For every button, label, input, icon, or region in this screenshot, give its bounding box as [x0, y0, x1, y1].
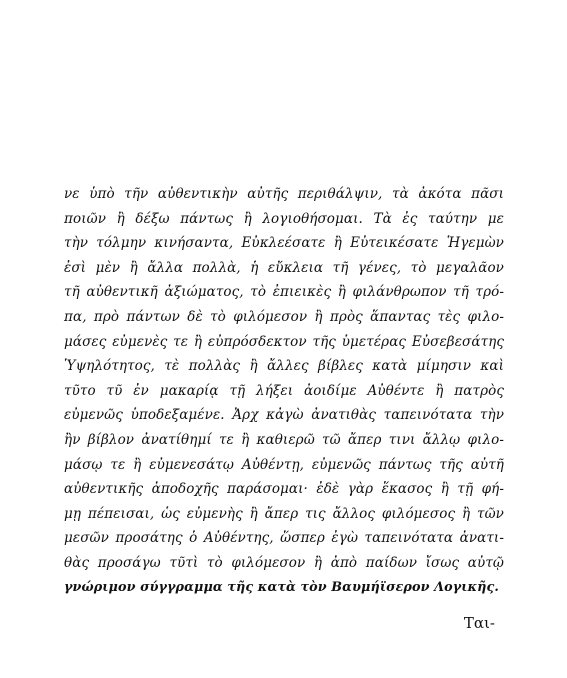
text-line-12: μάσῳ τε ἢ εὐμενεσάτῳ Αὐθέντῃ, εὐμενῶς πάντως τῆς αὐτῆ — [64, 456, 504, 473]
text-line-3: τὴν τόλμην κινήσαντα, Εὐκλεέσατε ἢ Εὐτεικέσατε Ἡγεμὼν — [64, 235, 504, 252]
text-line-2: ποιῶν ἢ δέξω πάντως ἢ λογιοθήσομαι. Τὰ ἐς ταύτην με — [64, 210, 504, 227]
catchword: Ται- — [463, 614, 495, 632]
text-line-13: αὐθεντικῆς ἀποδοχῆς παράσομαι· ἐδὲ γὰρ ἕκασος ἢ τῇ φή- — [64, 481, 504, 498]
text-line-16: θὰς προσάγω τῦτὶ τὸ φιλόμεσον ἢ ἀπὸ παίδων ἴσως αὐτῷ — [64, 554, 504, 571]
text-line-4: ἐσὶ μὲν ἢ ἄλλα πολλὰ, ἡ εὔκλεια τῆ γένες, τὸ μεγαλᾶον — [64, 259, 504, 276]
text-line-7: μάσες εὐμενὲς τε ἢ εὐπρόσδεκτον τῆς ὑμετέρας Εὐσεβεσάτης — [64, 333, 504, 350]
text-line-1: νε ὑπὸ τῆν αὐθεντικὴν αὐτῆς περιθάλψιν, τὰ ἀκότα πᾶσι — [64, 186, 504, 202]
text-line-6: πα, πρὸ πάντων δὲ τὸ φιλόμεσον ἢ πρὸς ἅπαντας τὲς φιλο- — [64, 308, 504, 325]
text-line-17: γνώριμον σύγγραμμα τῆς κατὰ τὸν Βαυμήϊσερον Λογικῆς. — [64, 579, 499, 595]
text-line-11: ἢν βίβλον ἀνατίθημί τε ἢ καθιερῶ τῶ ἄπερ τινι ἄλλῳ φιλο- — [64, 431, 504, 448]
dedication-text-block — [64, 182, 504, 600]
text-line-10: εὐμενῶς ὑποδεξαμένε. Ἀρχ κἀγὼ ἀνατιθὰς ταπεινότατα τὴν — [64, 407, 504, 424]
text-line-14: μῃ πέπεισαι, ὡς εὐμενὴς ἢ ἄπερ τις ἄλλος φιλόμεσος ἢ τῶν — [64, 505, 504, 522]
text-line-15: μεσῶν προσάτης ὁ Αὐθέντης, ὥσπερ ἐγὼ ταπεινότατα ἀνατι- — [64, 530, 504, 547]
text-line-5: τῆ αὐθεντικῆ ἀξιώματος, τὸ ἐπιεικὲς ἢ φιλάνθρωπον τῆ τρό- — [64, 284, 504, 301]
text-line-8: Ὑψηλότητος, τὲ πολλὰς ἢ ἄλλες βίβλες κατὰ μίμησιν καὶ — [64, 358, 504, 375]
text-line-9: τῦτο τῦ ἐν μακαρίᾳ τῇ λήξει ἀοιδίμε Αὐθέντε ἢ πατρὸς — [64, 382, 504, 399]
